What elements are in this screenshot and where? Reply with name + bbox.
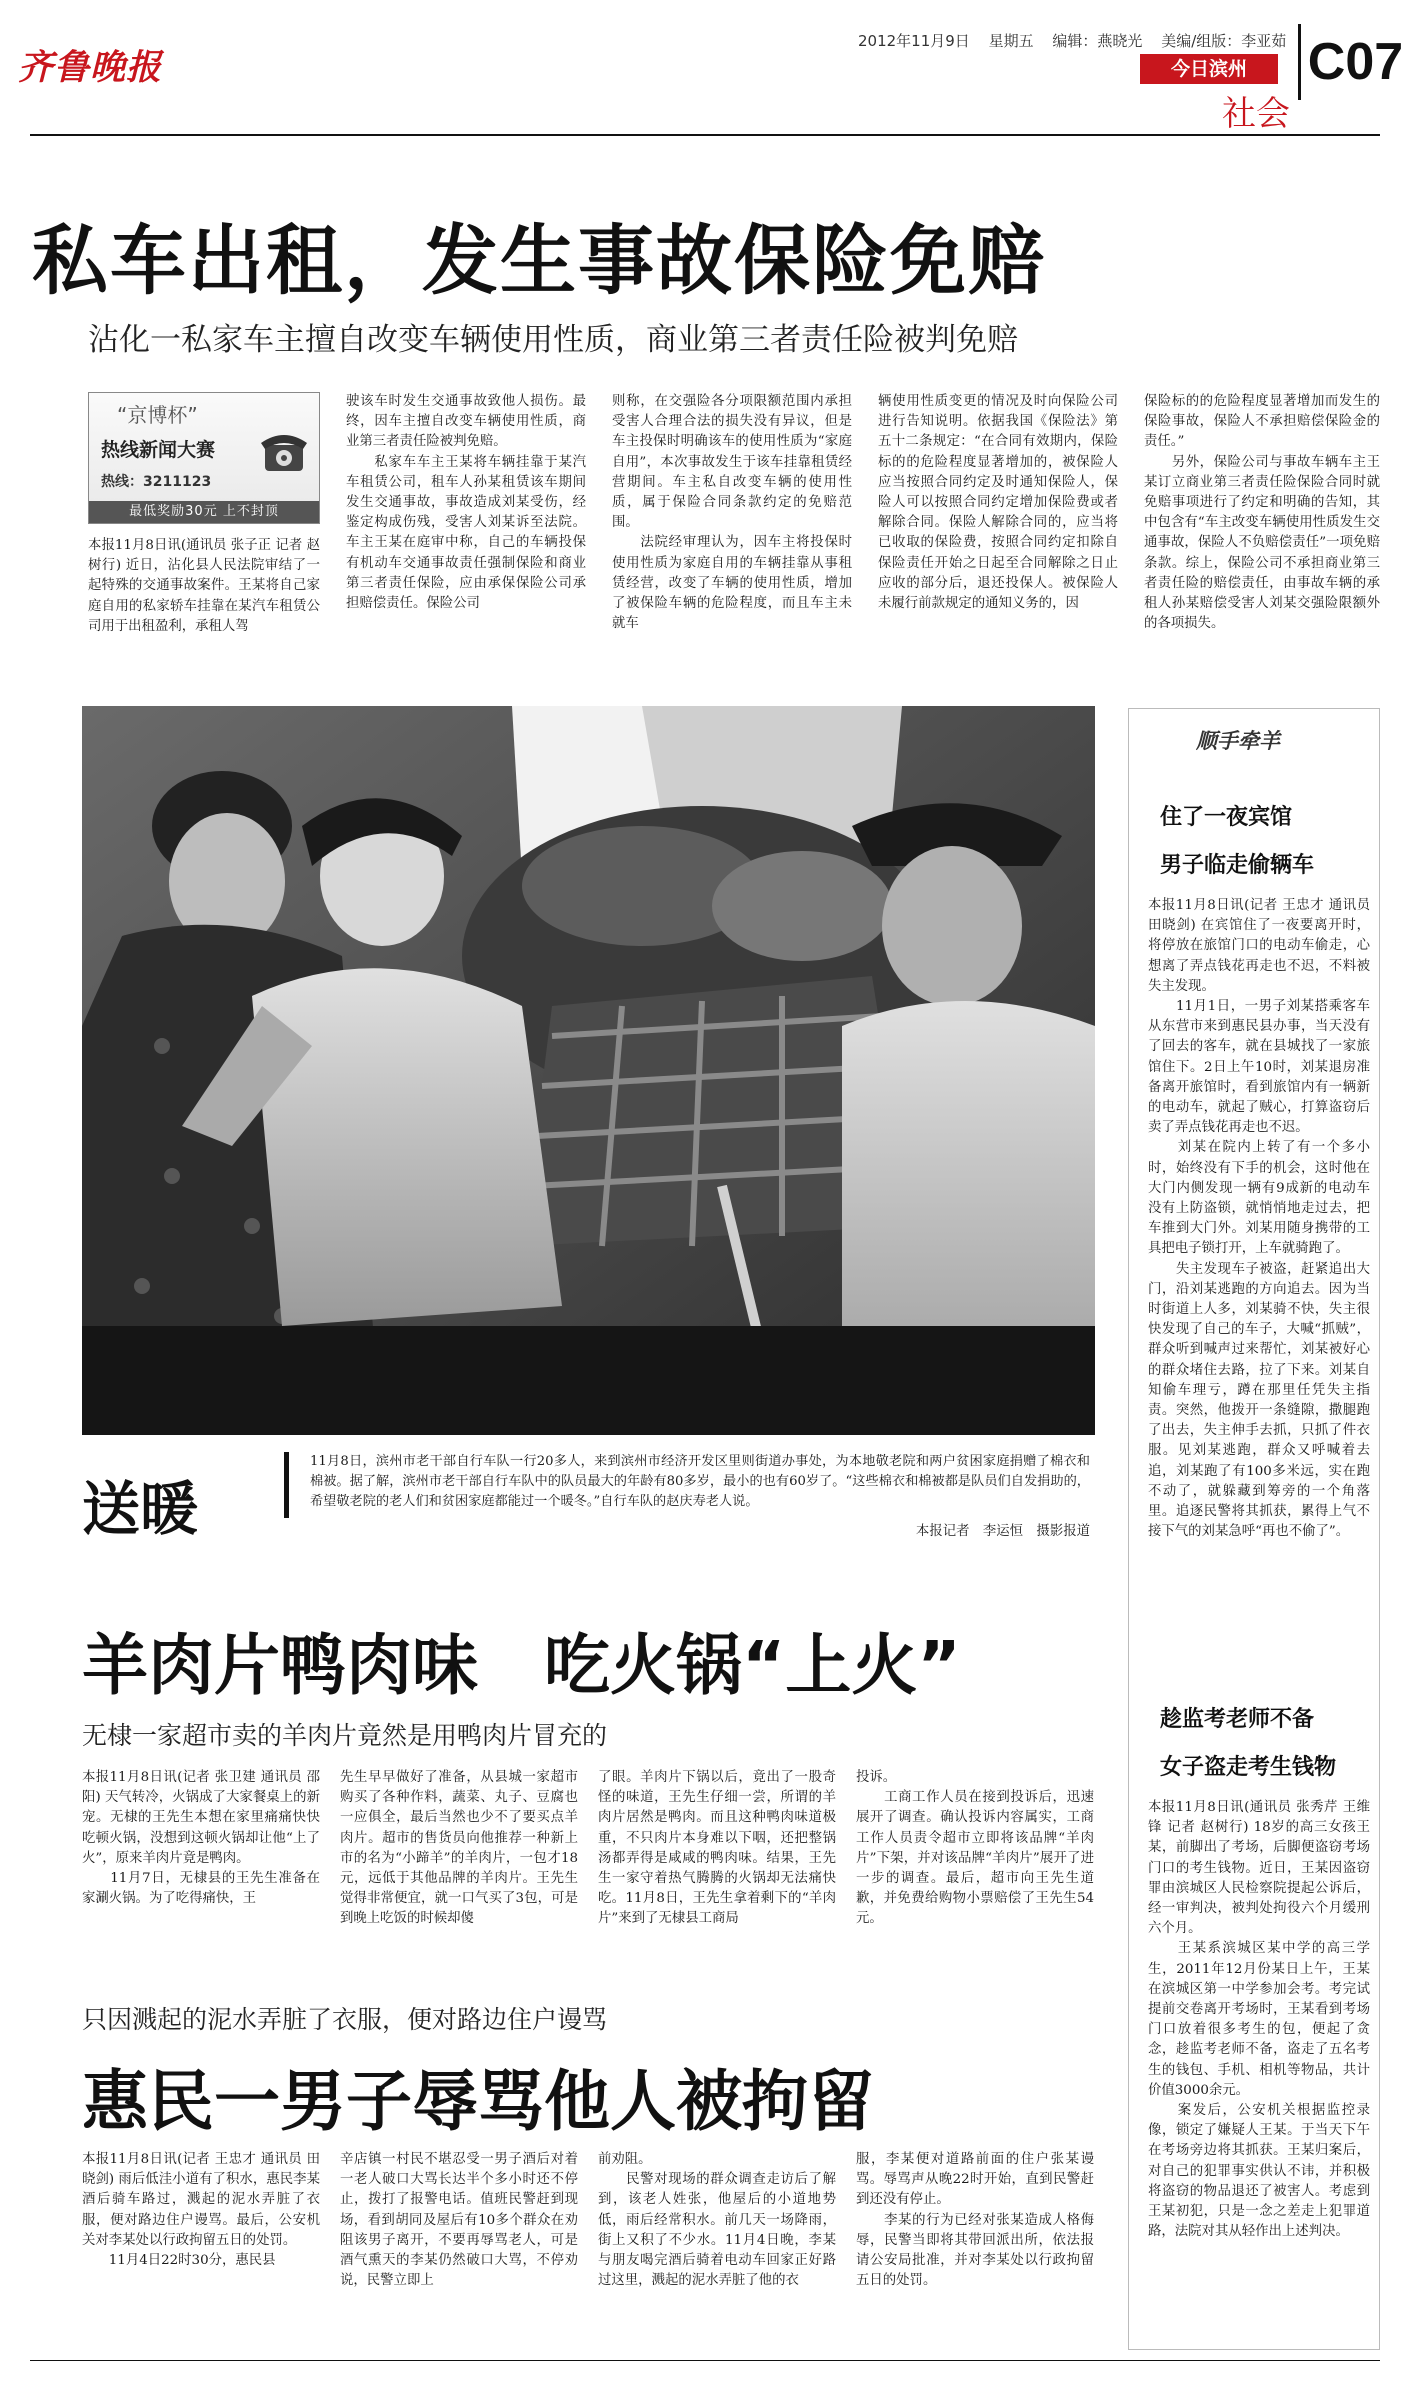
lead-column-2: 驶该车时发生交通事故致他人损伤。最终，因车主擅自改变车辆使用性质，商业第三者责任险被判免赔。 私家车车主王某将车辆挂靠于某汽车租赁公司，租车人孙某租赁该车期间发生交通事故，事故造成刘某受伤，经鉴定构成伤残，受害人刘某诉至法院。车主王某在庭审中称，自己的车辆投保有机动车交通事故责任强制保险和商业第三者责任保险，应由承保保险公司承担赔偿责任。保险公司 — [346, 394, 586, 612]
story3-headline: 惠民一男子辱骂他人被拘留 — [82, 2063, 874, 2140]
sidebar-story2-title-1: 趁监考老师不备 — [1160, 1707, 1315, 1732]
story3-column-1: 本报11月8日讯(记者 王忠才 通讯员 田晓剑) 雨后低洼小道有了积水，惠民李某酒后骑车路过，溅起的泥水弄脏了衣服，便对路边住户谩骂。最后，公安机关对李某处以行政拘留五日的处罚。 11月4日22时30分，惠民县 — [82, 2152, 320, 2269]
lead-column-1: 本报11月8日讯(通讯员 张子正 记者 赵树行) 近日，沾化县人民法院审结了一起特殊的交通事故案件。王某将自己家庭自用的私家轿车挂靠在某汽车租赁公司用于出租盈利，承租人驾 — [88, 538, 320, 634]
story3-column-4: 服，李某便对道路前面的住户张某谩骂。辱骂声从晚22时开始，直到民警赶到还没有停止。 李某的行为已经对张某造成人格侮辱，民警当即将其带回派出所，依法报请公安局批准，并对李某处以行政拘留五日的处罚。 — [856, 2152, 1094, 2289]
section-tag: 社会 — [1222, 94, 1290, 134]
contest-subtitle: 热线新闻大赛 — [101, 439, 216, 461]
editor-credit: 编辑：燕晓光 — [1052, 32, 1143, 50]
lead-subheadline: 沾化一私家车主擅自改变车辆使用性质，商业第三者责任险被判免赔 — [88, 322, 1018, 358]
contest-reward: 最低奖励30元 上不封顶 — [89, 501, 319, 523]
sidebar-story1-body: 本报11月8日讯(记者 王忠才 通讯员 田晓剑) 在宾馆住了一夜要离开时，将停放在旅馆门口的电动车偷走，心想离了弄点钱花再走也不迟，不料被失主发现。 11月1日，一男子刘某搭乘客车从东营市来到惠民县办事，当天没有了回去的客车，就在县城找了一家旅馆住下。2日上午10时，刘某退房准备离开旅馆时，看到旅馆内有一辆新的电动车，就起了贼心，打算盗窃后卖了弄点钱花再走也不迟。 刘某在院内上转了有一个多小时，始终没有下手的机会，这时他在大门内侧发现一辆有9成新的电动车没有上防盗锁，就悄悄地走过去，把车推到大门外。刘某用随身携带的工具把电子锁打开，上车就骑跑了。 失主发现车子被盗，赶紧追出大门，沿刘某逃跑的方向追去。因为当时街道上人多，刘某骑不快，失主很快发现了自己的车子，大喊“抓贼”，群众听到喊声过来帮忙，刘某被好心的群众堵住去路，拉了下来。刘某自知偷车理亏，蹲在那里任凭失主指责。突然，他拨开一条缝隙，撒腿跑了出去，失主伸手去抓，只抓了件衣服。见刘某逃跑，群众又呼喊着去追，刘某跑了有100多米远，实在跑不动了，就躲藏到筹旁的一个角落里。追逐民警将其抓获，累得上气不接下气的刘某急呼“再也不偷了”。 — [1148, 898, 1370, 1540]
sidebar-story2-body: 本报11月8日讯(通讯员 张秀芹 王维锋 记者 赵树行) 18岁的高三女孩王某，前脚出了考场，后脚便盗窃考场门口的考生钱物。近日，王某因盗窃罪由滨城区人民检察院提起公诉后，经一审判决，被判处拘役六个月缓刑六个月。 王某系滨城区某中学的高三学生，2011年12月份某日上午，王某在滨城区第一中学参加会考。考完试提前交卷离开考场时，王某看到考场门口放着很多考生的包，便起了贪念，趁监考老师不备，盗走了五名考生的钱包、手机、相机等物品，共计价值3000余元。 案发后，公安机关根据监控录像，锁定了嫌疑人王某。于当天下午在考场旁边将其抓获。王某归案后，对自己的犯罪事实供认不讳，并积极将盗窃的物品退还了被害人。考虑到王某初犯，只是一念之差走上犯罪道路，法院对其从轻作出上述判决。 — [1148, 1800, 1370, 2240]
issue-date: 2012年11月9日 — [858, 32, 970, 50]
story2-column-1: 本报11月8日讯(记者 张卫建 通讯员 邵阳) 天气转冷，火锅成了大家餐桌上的新宠。无棣的王先生本想在家里痛痛快快吃顿火锅，没想到这顿火锅却让他“上了火”，原来羊肉片竟是鸭肉。 11月7日，无棣县的王先生准备在家涮火锅。为了吃得痛快，王 — [82, 1770, 320, 1907]
sidebar-story1-title-2: 男子临走偷辆车 — [1160, 853, 1315, 878]
bottom-rule — [30, 2360, 1380, 2361]
story3-column-2: 辛店镇一村民不堪忍受一男子酒后对着一老人破口大骂长达半个多小时还不停止，拨打了报警电话。值班民警赶到现场，看到胡同及屋后有10多个群众在劝阻该男子离开，不要再辱骂老人，可是酒气熏天的李某仍然破口大骂，不停劝说，民警立即上 — [340, 2152, 578, 2289]
story2-subheadline: 无棣一家超市卖的羊肉片竟然是用鸭肉片冒充的 — [82, 1721, 608, 1750]
telephone-icon — [259, 429, 309, 475]
lead-column-3: 则称，在交强险各分项限额范围内承担受害人合理合法的损失没有异议，但是车主投保时明确该车的使用性质为“家庭自用”，本次事故发生于该车挂靠租赁经营期间。车主私自改变车辆的使用性质，属于保险合同条款约定的免赔范围。 法院经审理认为，因车主将投保时使用性质为家庭自用的车辆挂靠从事租赁经营，改变了车辆的使用性质，增加了被保险车辆的危险程度，而且车主未就车 — [612, 394, 852, 632]
designer-credit: 美编/组版：李亚茹 — [1161, 32, 1287, 50]
lead-headline: 私车出租，发生事故保险免赔 — [32, 216, 1046, 305]
story2-column-3: 了眼。羊肉片下锅以后，竟出了一股奇怪的味道，王先生仔细一尝，所谓的羊肉片居然是鸭肉。而且这种鸭肉味道极重，不只肉片本身难以下咽，还把整锅汤都弄得是咸咸的鸭肉味。结果，王先生一家守着热气腾腾的火锅却无法痛快吃。11月8日，王先生拿着剩下的“羊肉片”来到了无棣县工商局 — [598, 1770, 836, 1927]
top-rule — [30, 134, 1380, 136]
lead-column-5: 保险标的的危险程度显著增加而发生的保险事故，保险人不承担赔偿保险金的责任。” 另外，保险公司与事故车辆车主王某订立商业第三者责任险保险合同时就免赔事项进行了约定和明确的告知，其中包含有“车主改变车辆使用性质发生交通事故，保险人不负赔偿责任”一项免赔条款。综上，保险公司不承担商业第三者责任险的赔偿责任，由事故车辆的承租人孙某赔偿受害人刘某交强险限额外的各项损失。 — [1144, 394, 1380, 632]
news-contest-box — [88, 392, 320, 524]
photo-caption: 11月8日，滨州市老干部自行车队一行20多人，来到滨州市经济开发区里则街道办事处，为本地敬老院和两户贫困家庭捐赠了棉衣和棉被。据了解，滨州市老干部自行车队中的队员最大的年龄有80多岁，最小的也有60岁了。“这些棉衣和棉被都是队员们自发捐助的，希望敬老院的老人们和贫困家庭都能过一个暖冬。”自行车队的赵庆寿老人说。 — [310, 1454, 1090, 1509]
sidebar-label: 顺手牵羊 — [1196, 728, 1280, 753]
story3-column-3: 前劝阻。 民警对现场的群众调查走访后了解到，该老人姓张，他屋后的小道地势低，雨后经常积水。前几天一场降雨，街上又积了不少水。11月4日晚，李某与朋友喝完酒后骑着电动车回家正好路过这里，溅起的泥水弄脏了他的衣 — [598, 2152, 836, 2289]
contest-title: “京博杯” — [117, 403, 198, 427]
newspaper-logo: 齐鲁晚报 — [18, 47, 163, 88]
page-number: C07 — [1298, 24, 1410, 100]
lead-column-4: 辆使用性质变更的情况及时向保险公司进行告知说明。依据我国《保险法》第五十二条规定：“在合同有效期内，保险标的的危险程度显著增加的，被保险人应当按照合同约定及时通知保险人，保险人可以按照合同约定增加保险费或者解除合同。保险人解除合同的，应当将已收取的保险费，按照合同约定扣除自保险责任开始之日起至合同解除之日止应收的部分后，退还投保人。被保险人未履行前款规定的通知义务的，因 — [878, 394, 1118, 612]
photo-label: 送暖 — [82, 1475, 199, 1543]
sidebar-story2-title-2: 女子盗走考生钱物 — [1160, 1755, 1337, 1780]
contest-phone: 热线：3211123 — [101, 474, 212, 490]
photo-illustration — [82, 706, 1095, 1435]
issue-info — [858, 30, 1300, 51]
story2-column-2: 先生早早做好了准备，从县城一家超市购买了各种作料，蔬菜、丸子、豆腐也一应俱全，最后当然也少不了要买点羊肉片。超市的售货员向他推荐一种新上市的名为“小蹄羊”的羊肉片，一包才18元，远低于其他品牌的羊肉片。王先生觉得非常便宜，就一口气买了3包，可是到晚上吃饭的时候却傻 — [340, 1770, 578, 1927]
story2-headline: 羊肉片鸭肉味 吃火锅“上火” — [82, 1627, 961, 1704]
sidebar-story1-title-1: 住了一夜宾馆 — [1160, 805, 1293, 830]
story3-kicker: 只因溅起的泥水弄脏了衣服，便对路边住户谩骂 — [82, 2005, 608, 2034]
warmth-photo — [82, 706, 1095, 1435]
story2-column-4: 投诉。 工商工作人员在接到投诉后，迅速展开了调查。确认投诉内容属实，工商工作人员责令超市立即将该品牌“羊肉片”下架，并对该品牌“羊肉片”展开了进一步的调查。最后，超市向王先生道歉，并免费给购物小票赔偿了王先生54元。 — [856, 1770, 1094, 1927]
issue-weekday: 星期五 — [988, 32, 1034, 50]
photo-credit: 本报记者 李运恒 摄影报道 — [915, 1524, 1090, 1539]
caption-divider — [284, 1452, 289, 1518]
region-tag: 今日滨州 — [1140, 54, 1278, 84]
